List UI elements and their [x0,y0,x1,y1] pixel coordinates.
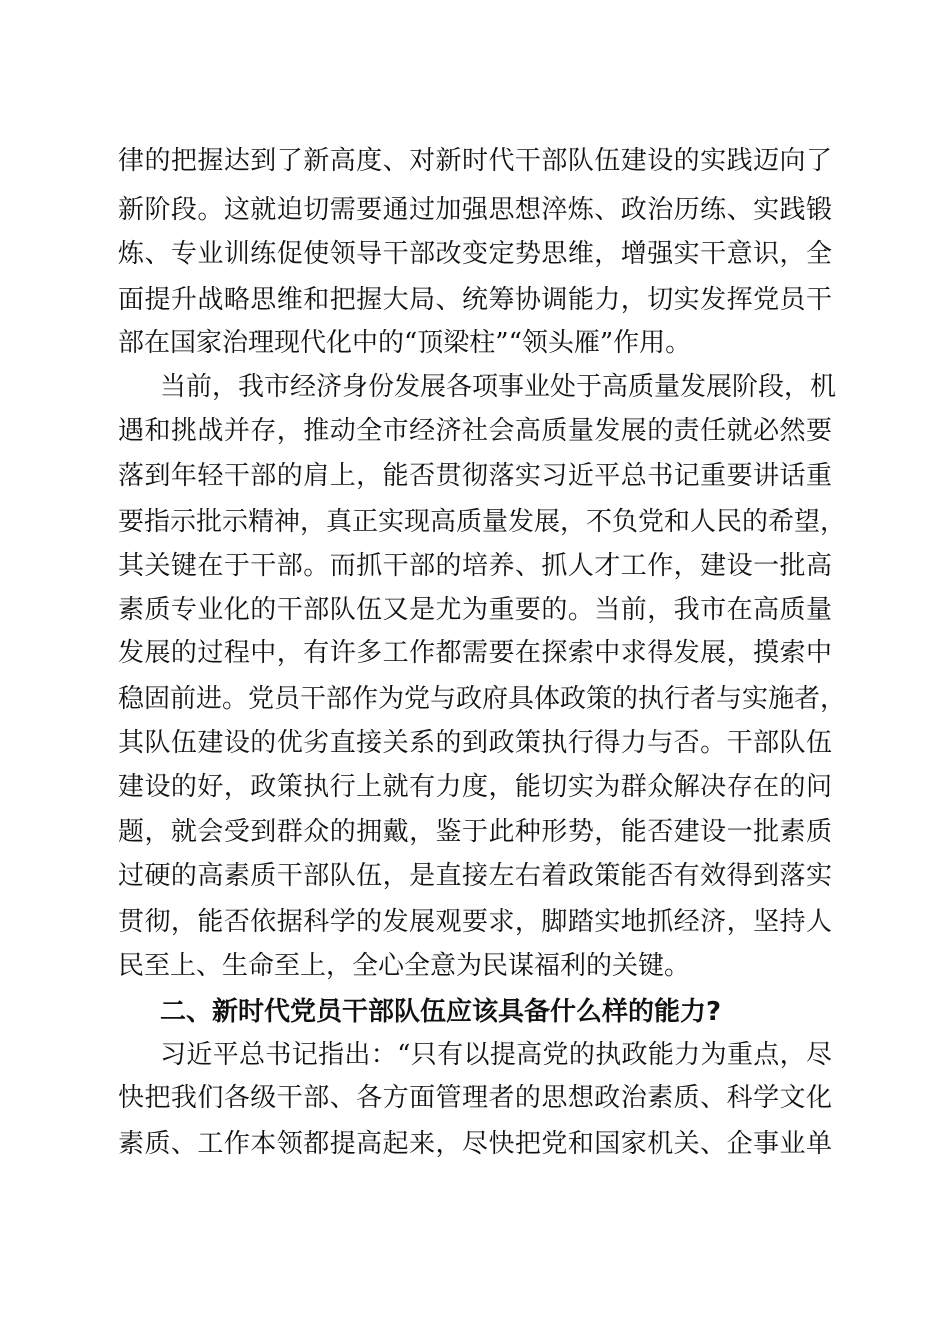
paragraph-1-line-5: 部在国家治理现代化中的“顶梁柱”“领头雁”作用。 [118,328,692,358]
paragraph-2-line-7: 发展的过程中，有许多工作都需要在探索中求得发展，摸索中 [118,638,832,668]
paragraph-2-line-10: 建设的好，政策执行上就有力度，能切实为群众解决存在的问 [118,772,832,802]
paragraph-2-line-5: 其关键在于干部。而抓干部的培养、抓人才工作，建设一批高 [118,551,832,581]
paragraph-2-line-2: 遇和挑战并存，推动全市经济社会高质量发展的责任就必然要 [118,416,832,446]
paragraph-2-line-3: 落到年轻干部的肩上，能否贯彻落实习近平总书记重要讲话重 [118,461,832,491]
paragraph-3-line-2: 快把我们各级干部、各方面管理者的思想政治素质、科学文化 [118,1083,832,1113]
paragraph-2-line-8: 稳固前进。党员干部作为党与政府具体政策的执行者与实施者， [118,684,847,714]
section-heading-2: 二、新时代党员干部队伍应该具备什么样的能力? [160,997,722,1027]
paragraph-2-line-6: 素质专业化的干部队伍又是尤为重要的。当前，我市在高质量 [118,595,832,625]
paragraph-2-line-12: 过硬的高素质干部队伍，是直接左右着政策能否有效得到落实 [118,861,832,891]
paragraph-2-line-13: 贯彻，能否依据科学的发展观要求，脚踏实地抓经济，坚持人 [118,907,832,937]
paragraph-2-line-14: 民至上、生命至上，全心全意为民谋福利的关键。 [118,951,691,981]
paragraph-1-line-4: 面提升战略思维和把握大局、统筹协调能力，切实发挥党员干 [118,285,832,315]
paragraph-1-line-3: 炼、专业训练促使领导干部改变定势思维，增强实干意识，全 [118,239,832,269]
paragraph-2-line-4: 要指示批示精神，真正实现高质量发展，不负党和人民的希望， [118,507,847,537]
paragraph-1-line-2: 新阶段。这就迫切需要通过加强思想淬炼、政治历练、实践锻 [118,195,832,225]
paragraph-3-line-1: 习近平总书记指出：“只有以提高党的执政能力为重点，尽 [160,1040,832,1070]
paragraph-3-line-3: 素质、工作本领都提高起来，尽快把党和国家机关、企事业单 [118,1129,832,1159]
paragraph-1-line-1: 律的把握达到了新高度、对新时代干部队伍建设的实践迈向了 [118,146,832,176]
paragraph-2-line-11: 题，就会受到群众的拥戴，鉴于此种形势，能否建设一批素质 [118,817,832,847]
paragraph-2-line-9: 其队伍建设的优劣直接关系的到政策执行得力与否。干部队伍 [118,728,832,758]
paragraph-2-line-1: 当前，我市经济身份发展各项事业处于高质量发展阶段，机 [160,372,837,402]
